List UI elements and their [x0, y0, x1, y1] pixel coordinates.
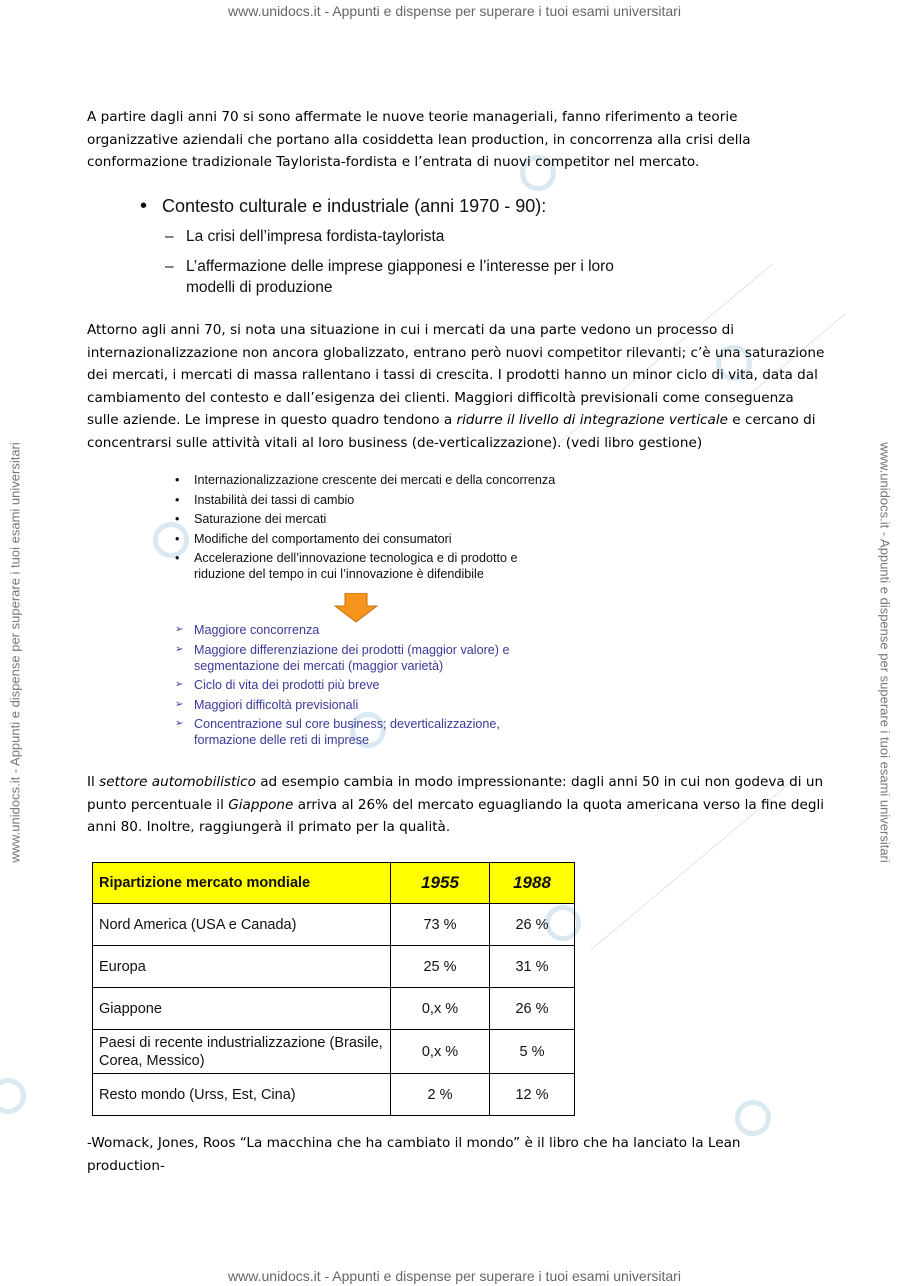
table-row [93, 946, 575, 988]
watermark-logo-icon [735, 1100, 771, 1136]
table-cell: Resto mondo (Urss, Est, Cina) [93, 1074, 391, 1116]
intro-text: A partire dagli anni 70 si sono affermate le nuove teorie manageriali, fanno riferimento a teorie organizzative aziendali che portano alla cosiddetta lean production, in concorrenza alla crisi della conformazione tradizionale Taylorista-fordista e l’entrata di nuovi competitor nel mercato. [87, 109, 751, 170]
market-share-table [92, 862, 575, 1116]
table-row [93, 1030, 575, 1074]
list-item: ➢ Maggiore differenziazione dei prodotti (maggior valore) e segmentazione dei mercati (maggior varietà) [175, 642, 510, 673]
closing-paragraph [87, 1132, 767, 1177]
context-paragraph: Attorno agli anni 70, si nota una situazione in cui i mercati da una parte vedono un processo di internazionalizzazione non ancora globalizzato, entrano però nuovi competitor rilevanti; c’è una saturazione dei mercati, i mercati di massa rallentano i tassi di crescita. I prodotti hanno un minor ciclo di vita, data dal cambiamento del contesto e dall’esigenza dei clienti. Maggiori difficoltà previsionali come conseguenza sulle aziende. Le imprese in questo quadro tendono a ridurre il livello di integrazione verticale e cercano di concentrarsi sulle attività vitali al loro business (de-verticalizzazione). (vedi libro gestione) [87, 322, 825, 451]
table-cell: 2 % [391, 1074, 490, 1116]
footer-watermark: www.unidocs.it - Appunti e dispense per superare i tuoi esami universitari [228, 1268, 681, 1284]
intro-paragraph [87, 106, 827, 174]
table-header: Ripartizione mercato mondiale [93, 863, 391, 904]
effects-list [172, 622, 554, 752]
causes-list [172, 472, 555, 586]
table-cell: 5 % [490, 1030, 575, 1074]
list-item: ➢ Ciclo di vita dei prodotti più breve [175, 678, 380, 692]
slide-sub-item: – L’affermazione delle imprese giapponesi e l’interesse per i loro modelli di produzione [165, 258, 614, 296]
list-item: • Instabilità dei tassi di cambio [175, 492, 355, 507]
table-row [93, 988, 575, 1030]
table-row [93, 1074, 575, 1116]
list-item: • Modifiche del comportamento dei consumatori [175, 531, 452, 546]
list-item: ➢ Maggiore concorrenza [175, 623, 320, 637]
table-cell: 31 % [490, 946, 575, 988]
table-cell: 25 % [391, 946, 490, 988]
table-row [93, 904, 575, 946]
table-cell: 26 % [490, 904, 575, 946]
table-cell: 73 % [391, 904, 490, 946]
slide-sub-item: – La crisi dell’impresa fordista-taylorista [165, 228, 445, 245]
header-watermark: www.unidocs.it - Appunti e dispense per superare i tuoi esami universitari [228, 3, 681, 19]
list-item: • Internazionalizzazione crescente dei mercati e della concorrenza [175, 473, 556, 487]
closing-text: -Womack, Jones, Roos “La macchina che ha cambiato il mondo” è il libro che ha lanciato la Lean production- [87, 1135, 741, 1174]
table-cell: 0,x % [391, 988, 490, 1030]
slide-excerpt [140, 196, 636, 298]
list-item: ➢ Maggiori difficoltà previsionali [175, 697, 359, 712]
table-cell: Giappone [93, 988, 391, 1030]
automotive-paragraph: Il settore automobilistico ad esempio cambia in modo impressionante: dagli anni 50 in cui non godeva di un punto percentuale il Giappone arriva al 26% del mercato eguagliando la quota americana verso la fine degli anni 80. Inoltre, raggiungerà il primato per la qualità. [87, 774, 825, 835]
table-cell: Europa [93, 946, 391, 988]
table-header-row [93, 863, 575, 904]
slide-main-bullet: • Contesto culturale e industriale (anni 1970 - 90): [140, 196, 636, 217]
table-cell: 0,x % [391, 1030, 490, 1074]
right-side-watermark: www.unidocs.it - Appunti e dispense per superare i tuoi esami universitari [877, 442, 893, 863]
table-header: 1988 [490, 863, 575, 904]
down-arrow-icon [334, 593, 378, 623]
table-cell: 26 % [490, 988, 575, 1030]
table-cell: Nord America (USA e Canada) [93, 904, 391, 946]
left-side-watermark: www.unidocs.it - Appunti e dispense per superare i tuoi esami universitari [7, 442, 23, 863]
table-cell: 12 % [490, 1074, 575, 1116]
list-item: • Saturazione dei mercati [175, 512, 327, 526]
list-item: • Accelerazione dell’innovazione tecnologica e di prodotto e riduzione del tempo in cui l’innovazione è difendibile [175, 551, 518, 581]
list-item: ➢ Concentrazione sul core business; deverticalizzazione, formazione delle reti di imprese [175, 717, 500, 747]
table-header: 1955 [391, 863, 490, 904]
table-cell: Paesi di recente industrializzazione (Brasile, Corea, Messico) [93, 1030, 391, 1074]
